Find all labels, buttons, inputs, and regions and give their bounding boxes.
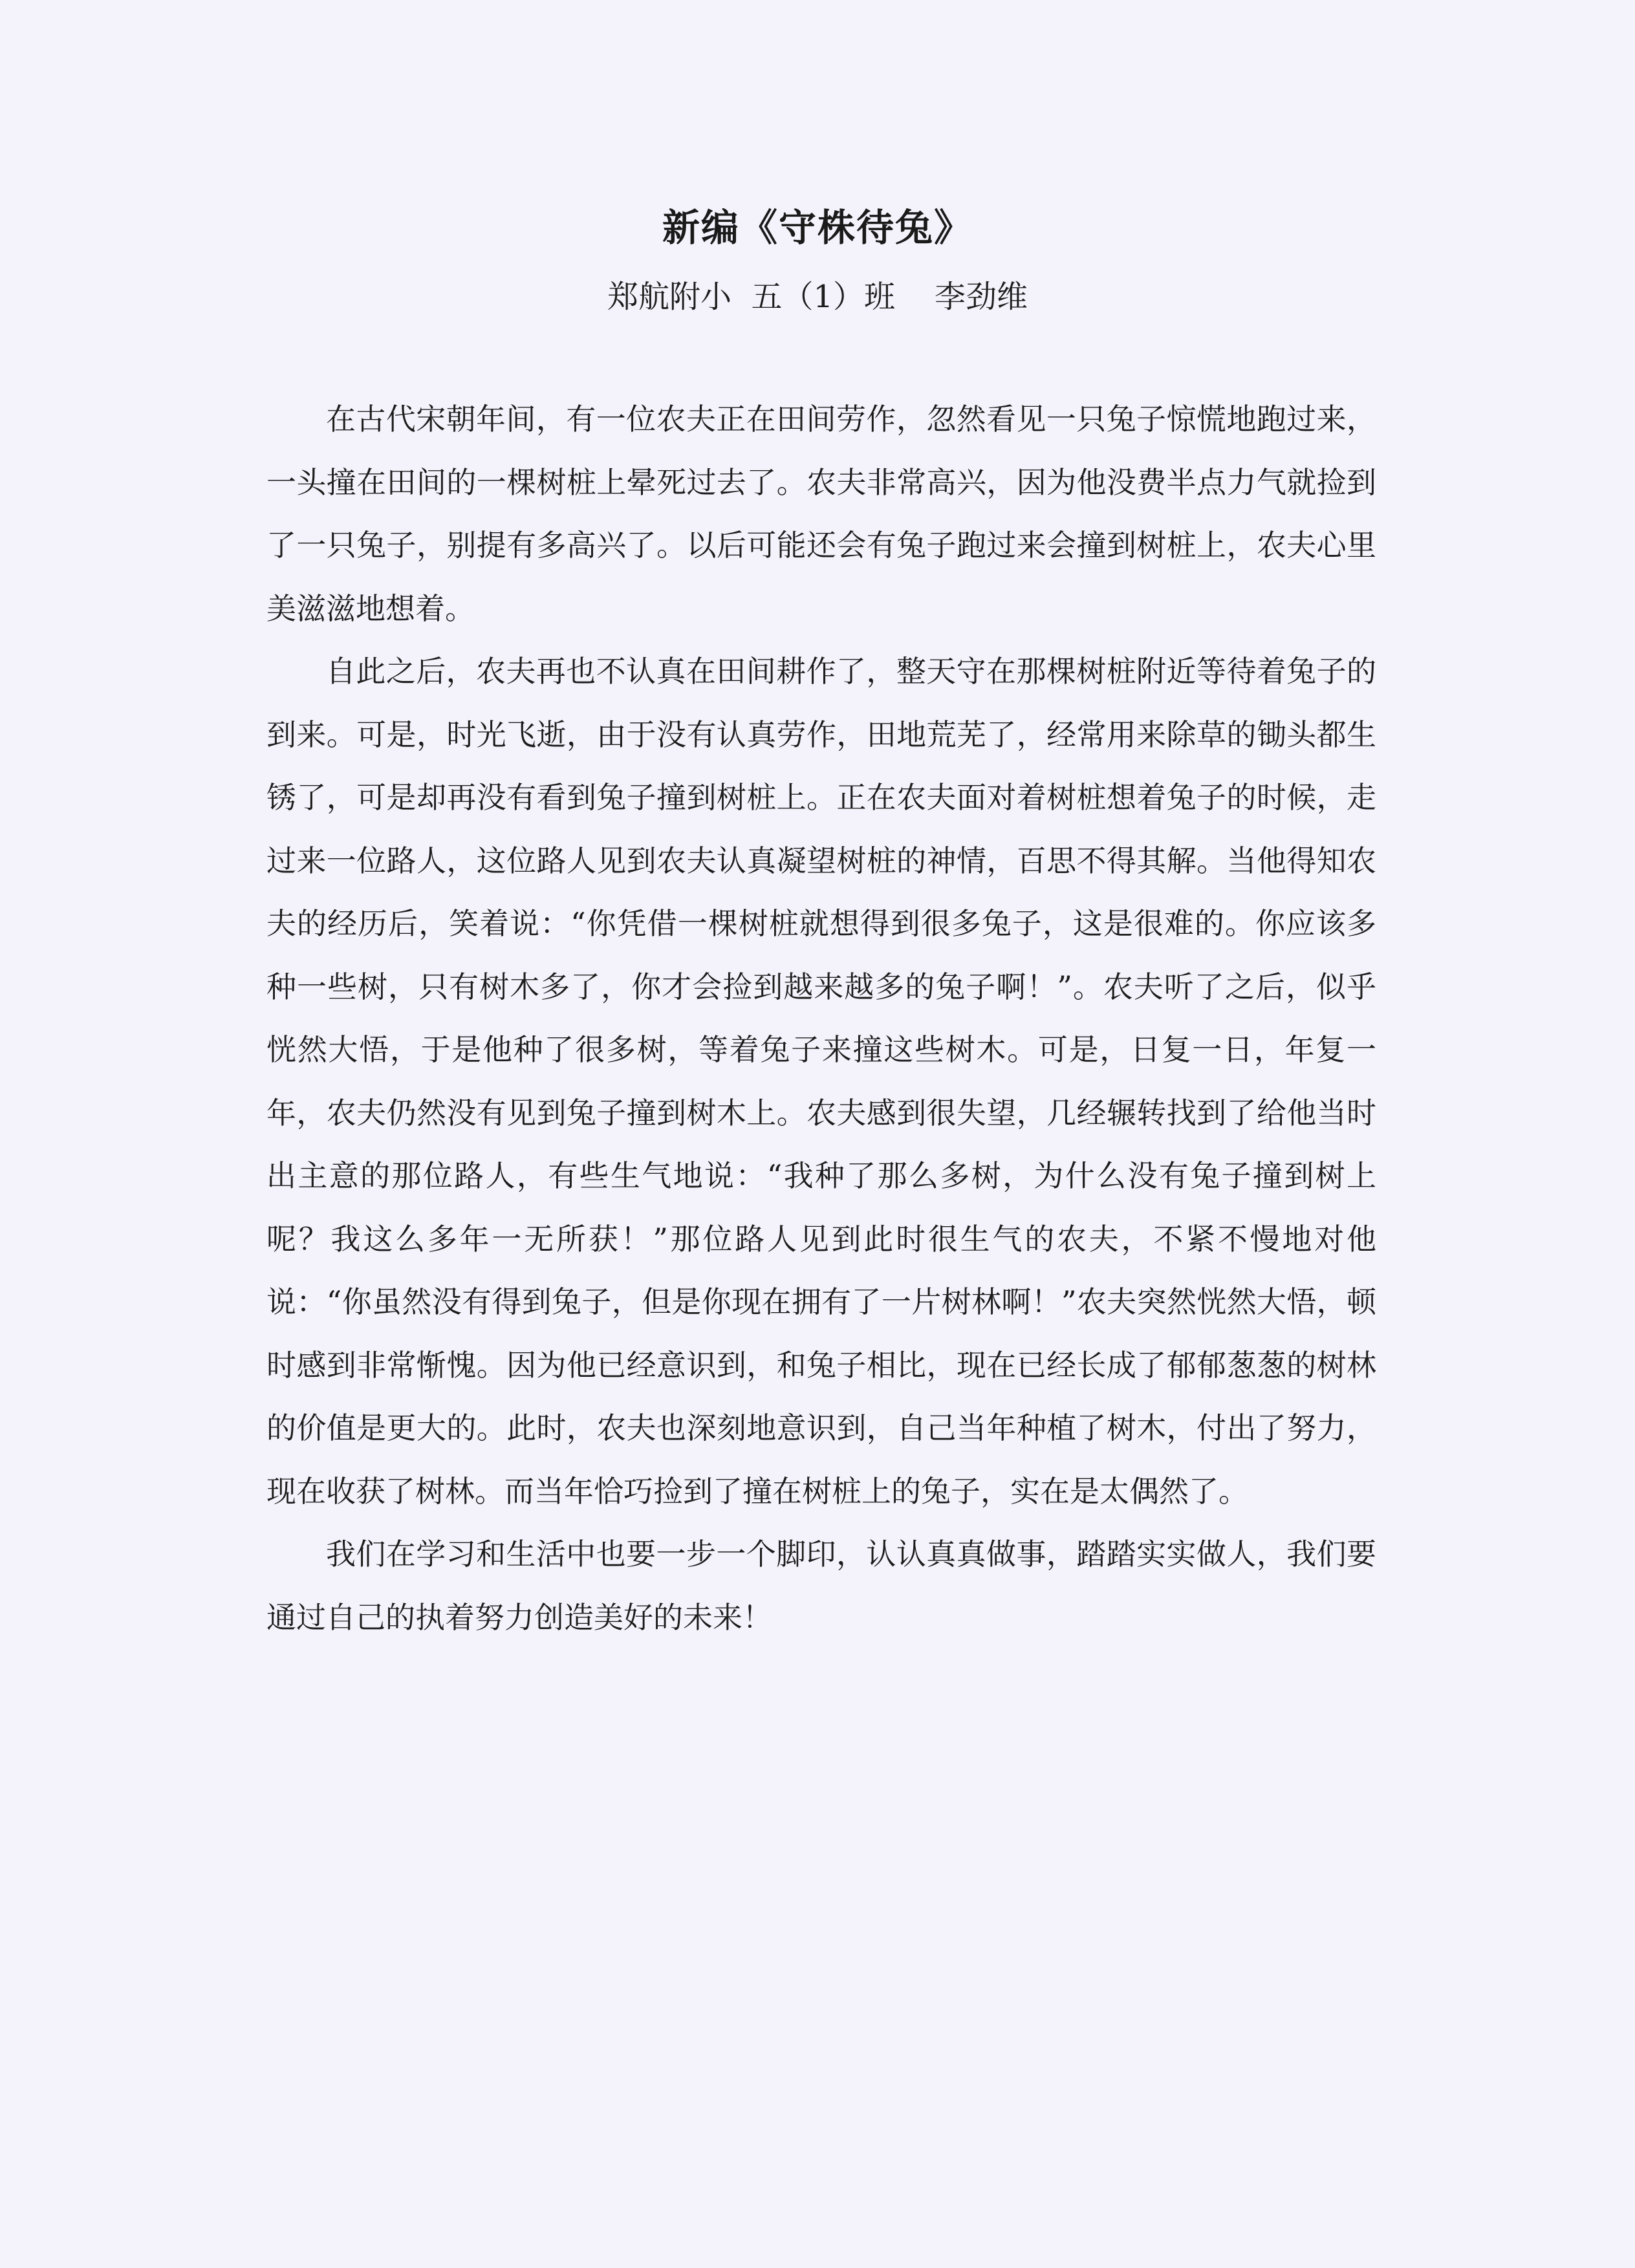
author-byline: 郑航附小 五（1）班 李劲维: [607, 279, 1028, 315]
document-title: 新编《守株待兔》: [662, 206, 973, 250]
paragraph: 在古代宋朝年间，有一位农夫正在田间劳作，忽然看见一只兔子惊慌地跑过来，一头撞在田间的一棵树桩上晕死过去了。农夫非常高兴，因为他没费半点力气就捡到了一只兔子，别提有多高兴了。以后可能还会有兔子跑过来会撞到树桩上，农夫心里美滋滋地想着。: [266, 402, 1376, 626]
document-body: [266, 388, 1376, 1649]
paragraph: 自此之后，农夫再也不认真在田间耕作了，整天守在那棵树桩附近等待着兔子的到来。可是，时光飞逝，由于没有认真劳作，田地荒芜了，经常用来除草的锄头都生锈了，可是却再没有看到兔子撞到树桩上。正在农夫面对着树桩想着兔子的时候，走过来一位路人，这位路人见到农夫认真凝望树桩的神情，百思不得其解。当他得知农夫的经历后，笑着说：“你凭借一棵树桩就想得到很多兔子，这是很难的。你应该多种一些树，只有树木多了，你才会捡到越来越多的兔子啊！”。农夫听了之后，似乎恍然大悟，于是他种了很多树，等着兔子来撞这些树木。可是，日复一日，年复一年，农夫仍然没有见到兔子撞到树木上。农夫感到很失望，几经辗转找到了给他当时出主意的那位路人，有些生气地说：“我种了那么多树，为什么没有兔子撞到树上呢？我这么多年一无所获！”那位路人见到此时很生气的农夫，不紧不慢地对他说：“你虽然没有得到兔子，但是你现在拥有了一片树林啊！”农夫突然恍然大悟，顿时感到非常惭愧。因为他已经意识到，和兔子相比，现在已经长成了郁郁葱葱的树林的价值是更大的。此时，农夫也深刻地意识到，自己当年种植了树木，付出了努力，现在收获了树林。而当年恰巧捡到了撞在树桩上的兔子，实在是太偶然了。: [266, 654, 1376, 1509]
paragraph: 我们在学习和生活中也要一步一个脚印，认认真真做事，踏踏实实做人，我们要通过自己的执着努力创造美好的未来！: [266, 1537, 1376, 1635]
